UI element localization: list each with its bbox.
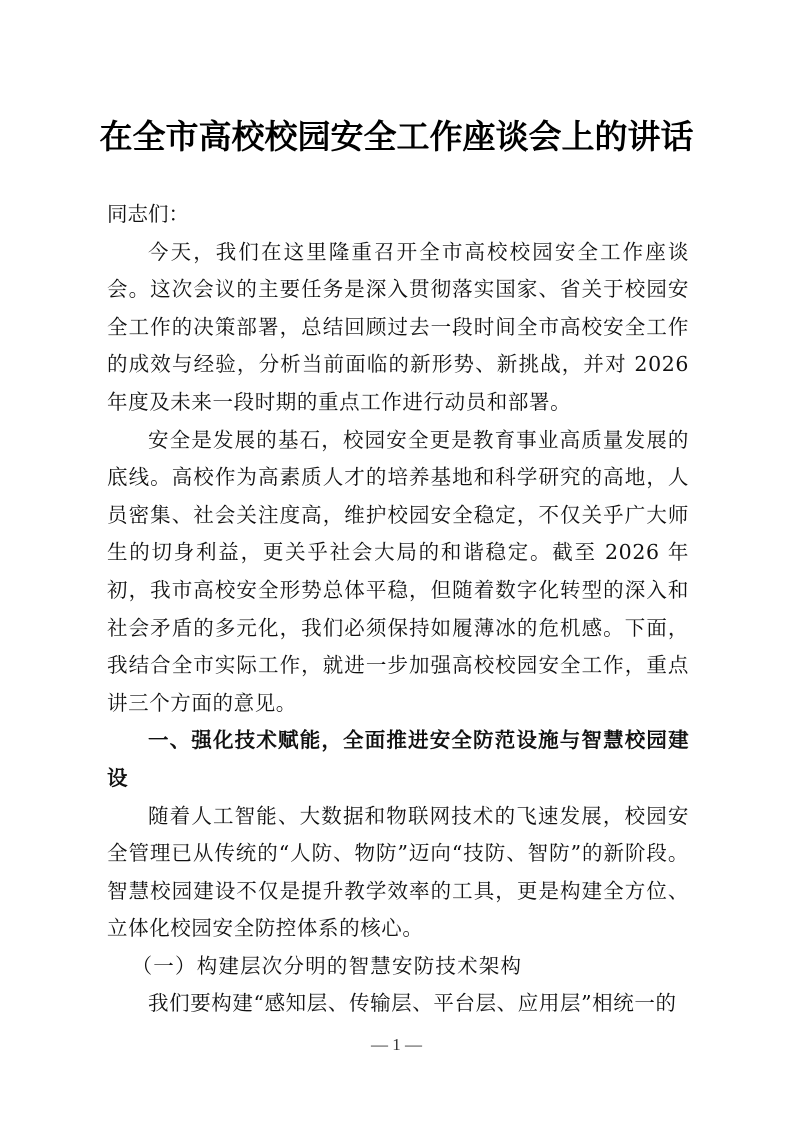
- page-number: — 1 —: [371, 1035, 422, 1054]
- salutation: 同志们：: [107, 202, 189, 226]
- paragraph-architecture: 我们要构建“感知层、传输层、平台层、应用层”相统一的: [148, 991, 677, 1016]
- paragraph-background: 安全是发展的基石，校园安全更是教育事业高质量发展的底线。高校作为高素质人才的培养基地和科学研究的高地，人员密集、社会关注度高，维护校园安全稳定，不仅关乎广大师生的切身利益，更关乎社会大局的和谐稳定。截至 2026 年初，我市高校安全形势总体平稳，但随着数字化转型的深入和社会矛盾的多元化，我们必须保持如履薄冰的危机感。下面，我结合全市实际工作，就进一步加强高校校园安全工作，重点讲三个方面的意见。: [107, 427, 689, 715]
- subsection-heading-1-1: （一）构建层次分明的智慧安防技术架构: [131, 953, 523, 978]
- paragraph-opening: 今天，我们在这里隆重召开全市高校校园安全工作座谈会。这次会议的主要任务是深入贯彻落实国家、省关于校园安全工作的决策部署，总结回顾过去一段时间全市高校安全工作的成效与经验，分析当前面临的新形势、新挑战，并对 2026 年度及未来一段时期的重点工作进行动员和部署。: [107, 239, 689, 414]
- document-body: [107, 196, 689, 1023]
- paragraph-tech-empowerment: 随着人工智能、大数据和物联网技术的飞速发展，校园安全管理已从传统的“人防、物防”迈向“技防、智防”的新阶段。智慧校园建设不仅是提升教学效率的工具，更是构建全方位、立体化校园安全防控体系的核心。: [107, 803, 689, 941]
- document-title: 在全市高校校园安全工作座谈会上的讲话: [99, 117, 694, 156]
- section-heading-1: 一、强化技术赋能，全面推进安全防范设施与智慧校园建设: [107, 728, 689, 790]
